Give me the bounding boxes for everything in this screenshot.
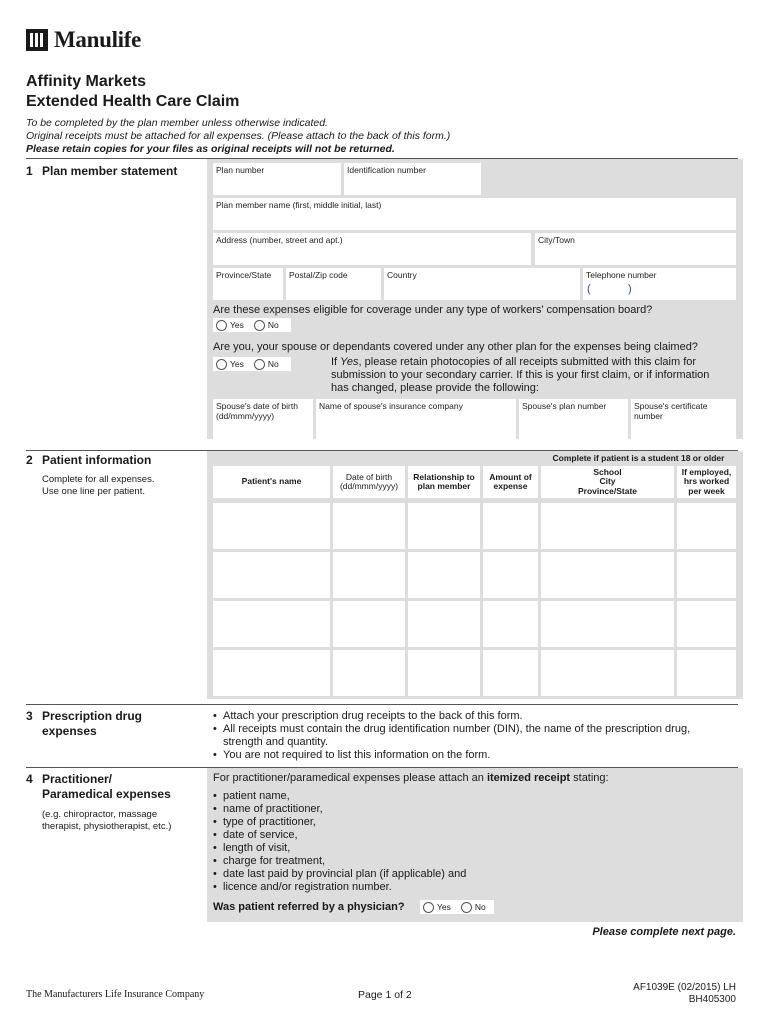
col-relationship: Relationship to plan member xyxy=(408,466,480,498)
other-plan-question: Are you, your spouse or dependants covered under any other plan for the expenses being claimed? xyxy=(213,341,698,353)
identification-number-field[interactable]: Identification number xyxy=(344,163,481,195)
referred-choice: Yes No xyxy=(420,900,494,914)
patient-table-cell[interactable] xyxy=(333,601,405,647)
address-field[interactable]: Address (number, street and apt.) xyxy=(213,233,531,265)
section-1-title: 1 Plan member statement xyxy=(26,164,178,178)
brand-name: Manulife xyxy=(54,27,142,52)
patient-table-cell[interactable] xyxy=(213,552,330,598)
manulife-logo-icon xyxy=(26,29,48,51)
patient-table-cell[interactable] xyxy=(408,601,480,647)
spouse-dob-field[interactable]: Spouse's date of birth (dd/mmm/yyyy) xyxy=(213,399,313,441)
section-divider xyxy=(26,704,738,705)
city-town-field[interactable]: City/Town xyxy=(535,233,736,265)
patient-table-cell[interactable] xyxy=(541,601,674,647)
patient-table-cell[interactable] xyxy=(333,552,405,598)
workers-comp-yes-radio[interactable] xyxy=(216,320,227,331)
spouse-insurance-company-field[interactable]: Name of spouse's insurance company xyxy=(316,399,516,441)
province-state-field[interactable]: Province/State xyxy=(213,268,283,300)
plan-number-field[interactable]: Plan number xyxy=(213,163,341,195)
list-item: • length of visit, xyxy=(213,842,466,855)
patient-table-cell[interactable] xyxy=(333,503,405,549)
list-item: • licence and/or registration number. xyxy=(213,881,466,894)
section-4-title: 4 Practitioner/ Paramedical expenses xyxy=(26,772,171,801)
section-2-title: 2 Patient information xyxy=(26,453,152,467)
footer-company: The Manufacturers Life Insurance Company xyxy=(26,989,205,1000)
workers-comp-no-radio[interactable] xyxy=(254,320,265,331)
patient-table-cell[interactable] xyxy=(677,503,736,549)
workers-comp-choice: Yes No xyxy=(213,318,291,332)
patient-table-cell[interactable] xyxy=(483,650,538,696)
patient-table-cell[interactable] xyxy=(483,552,538,598)
patient-table-cell[interactable] xyxy=(677,552,736,598)
list-item: • charge for treatment, xyxy=(213,855,466,868)
practitioner-lead: For practitioner/paramedical expenses please attach an itemized receipt stating: xyxy=(213,772,609,784)
patient-table-cell[interactable] xyxy=(541,503,674,549)
list-item: • name of practitioner, xyxy=(213,803,466,816)
list-item: • type of practitioner, xyxy=(213,816,466,829)
patient-table-cell[interactable] xyxy=(408,552,480,598)
patient-table-cell[interactable] xyxy=(333,650,405,696)
patient-table-cell[interactable] xyxy=(677,601,736,647)
member-name-field[interactable]: Plan member name (first, middle initial, last) xyxy=(213,198,736,230)
patient-table-cell[interactable] xyxy=(408,503,480,549)
patient-table-cell[interactable] xyxy=(213,503,330,549)
col-date-of-birth: Date of birth (dd/mmm/yyyy) xyxy=(333,466,405,498)
workers-comp-question: Are these expenses eligible for coverage under any type of workers' compensation board? xyxy=(213,304,653,316)
postal-zip-field[interactable]: Postal/Zip code xyxy=(286,268,381,300)
list-item: • date of service, xyxy=(213,829,466,842)
col-patient-name: Patient's name xyxy=(213,466,330,498)
patient-table-cell[interactable] xyxy=(213,601,330,647)
patient-table-cell[interactable] xyxy=(483,601,538,647)
manulife-logo xyxy=(26,28,141,52)
student-note: Complete if patient is a student 18 or older xyxy=(552,453,725,463)
col-amount: Amount of expense xyxy=(483,466,538,498)
referred-question: Was patient referred by a physician? xyxy=(213,901,405,913)
patient-table-cell[interactable] xyxy=(541,552,674,598)
patient-table-cell[interactable] xyxy=(408,650,480,696)
other-plan-no-radio[interactable] xyxy=(254,359,265,370)
col-school: School City Province/State xyxy=(541,466,674,498)
section-3-title: 3 Prescription drug expenses xyxy=(26,709,143,738)
list-item: • date last paid by provincial plan (if applicable) and xyxy=(213,868,466,881)
page-number: Page 1 of 2 xyxy=(358,989,412,1001)
list-item: • patient name, xyxy=(213,790,466,803)
section-4-examples: (e.g. chiropractor, massage therapist, physiotherapist, etc.) xyxy=(42,809,172,832)
telephone-field[interactable]: Telephone number ( ) xyxy=(583,268,736,300)
other-plan-note: If Yes, please retain photocopies of all receipts submitted with this claim for submission to your secondary carrier. If this is your first claim, or if information has changed, please provide the following: xyxy=(331,356,710,394)
form-title: Affinity Markets Extended Health Care Claim xyxy=(26,73,240,110)
other-plan-choice: Yes No xyxy=(213,357,291,371)
referred-no-radio[interactable] xyxy=(461,902,472,913)
section-2-instructions: Complete for all expenses. Use one line per patient. xyxy=(42,474,155,497)
patient-table-cell[interactable] xyxy=(213,650,330,696)
patient-table-cell[interactable] xyxy=(541,650,674,696)
referred-yes-radio[interactable] xyxy=(423,902,434,913)
other-plan-yes-radio[interactable] xyxy=(216,359,227,370)
form-code: AF1039E (02/2015) LH BH405300 xyxy=(633,982,736,1005)
prescription-instructions: • Attach your prescription drug receipts to the back of this form. • All receipts must contain the drug identification number (DIN), the name of the prescription drug, strength and quantity. • You are not required to list this information on the form. xyxy=(213,710,690,762)
form-intro: To be completed by the plan member unless otherwise indicated. Original receipts must be attached for all expenses. (Please attach to the back of this form.) Please retain copies for your files as original receipts will not be returned. xyxy=(26,117,451,155)
col-employed-hours: If employed, hrs worked per week xyxy=(677,466,736,498)
patient-table-cell[interactable] xyxy=(677,650,736,696)
itemized-receipt-list xyxy=(213,790,466,894)
spouse-plan-number-field[interactable]: Spouse's plan number xyxy=(519,399,628,441)
patient-table-cell[interactable] xyxy=(483,503,538,549)
spouse-certificate-number-field[interactable]: Spouse's certificate number xyxy=(631,399,736,441)
next-page-note: Please complete next page. xyxy=(592,926,736,938)
country-field[interactable]: Country xyxy=(384,268,580,300)
